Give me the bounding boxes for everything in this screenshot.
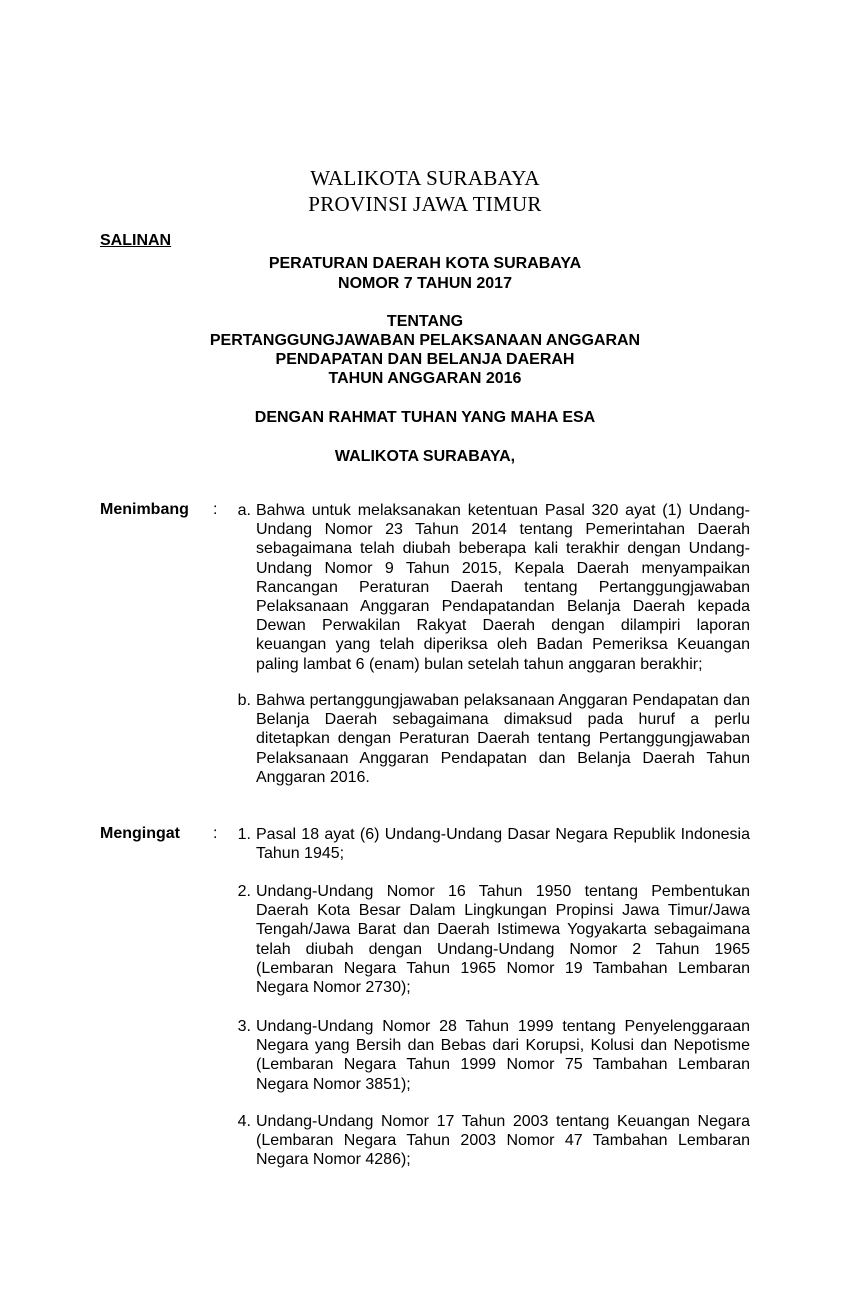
regulation-title: PERATURAN DAERAH KOTA SURABAYA — [268, 255, 582, 272]
item-marker: a. — [237, 502, 251, 519]
mengingat-item — [221, 825, 750, 863]
item-text: Bahwa pertanggungjawaban pelaksanaan Anggaran Pendapatan dan Belanja Daerah sebagaimana dimaksud pada huruf a perlu ditetapkan dengan Peraturan Daerah tentang Pertanggungjawaban Pelaksanaan Anggaran Pendapatan dan Belanja Daerah Tahun Anggaran 2016. — [256, 692, 750, 786]
subject-line-3: TAHUN ANGGARAN 2016 — [328, 370, 522, 387]
item-text: Undang-Undang Nomor 28 Tahun 1999 tentang Penyelenggaraan Negara yang Bersih dan Bebas dari Korupsi, Kolusi dan Nepotisme (Lembaran Negara Tahun 1999 Nomor 75 Tambahan Lembaran Negara Nomor 3851); — [256, 1018, 750, 1093]
item-marker: 2. — [237, 883, 251, 900]
mengingat-colon: : — [213, 825, 218, 842]
item-text: Bahwa untuk melaksanakan ketentuan Pasal 320 ayat (1) Undang-Undang Nomor 23 Tahun 2014 tentang Pemerintahan Daerah sebagaimana telah diubah beberapa kali terakhir dengan Undang-Undang Nomor 9 Tahun 2015, Kepala Daerah menyampaikan Rancangan Peraturan Daerah tentang Pertanggungjawaban Pelaksanaan Anggaran Pendapatandan Belanja Daerah kepada Dewan Perwakilan Rakyat Daerah dengan dilampiri laporan keuangan yang telah diperiksa oleh Badan Pemeriksa Keuangan paling lambat 6 (enam) bulan setelah tahun anggaran berakhir; — [256, 502, 750, 673]
item-text: Undang-Undang Nomor 16 Tahun 1950 tentang Pembentukan Daerah Kota Besar Dalam Lingkungan Propinsi Jawa Timur/Jawa Tengah/Jawa Barat dan Daerah Istimewa Yogyakarta sebagaimana telah diubah dengan Undang-Undang Nomor 2 Tahun 1965 (Lembaran Negara Tahun 1965 Nomor 19 Tambahan Lembaran Negara Nomor 2730); — [256, 883, 750, 997]
mengingat-label: Mengingat — [100, 825, 180, 842]
menimbang-colon: : — [213, 501, 218, 518]
header-province-title: PROVINSI JAWA TIMUR — [308, 192, 542, 216]
item-text: Undang-Undang Nomor 17 Tahun 2003 tentang Keuangan Negara (Lembaran Negara Tahun 2003 Nomor 47 Tambahan Lembaran Negara Nomor 4286); — [256, 1113, 750, 1169]
header-mayor-title: WALIKOTA SURABAYA — [310, 166, 540, 190]
about-heading: TENTANG — [386, 313, 464, 330]
regulation-number: NOMOR 7 TAHUN 2017 — [338, 275, 512, 292]
subject-line-1: PERTANGGUNGJAWABAN PELAKSANAAN ANGGARAN — [209, 332, 641, 349]
item-marker: b. — [237, 692, 251, 709]
mengingat-item — [221, 1112, 750, 1170]
subject-line-2: PENDAPATAN DAN BELANJA DAERAH — [275, 351, 575, 368]
copy-label: SALINAN — [100, 232, 172, 249]
menimbang-item — [221, 691, 750, 787]
mengingat-item — [221, 1017, 750, 1094]
item-marker: 3. — [237, 1018, 251, 1035]
mengingat-item — [221, 882, 750, 997]
item-marker: 4. — [237, 1113, 251, 1130]
menimbang-item — [221, 501, 750, 674]
menimbang-label: Menimbang — [100, 501, 189, 518]
item-text: Pasal 18 ayat (6) Undang-Undang Dasar Negara Republik Indonesia Tahun 1945; — [256, 826, 750, 863]
blessing-line: DENGAN RAHMAT TUHAN YANG MAHA ESA — [254, 409, 596, 426]
authority-line: WALIKOTA SURABAYA, — [334, 448, 516, 465]
item-marker: 1. — [237, 826, 251, 843]
